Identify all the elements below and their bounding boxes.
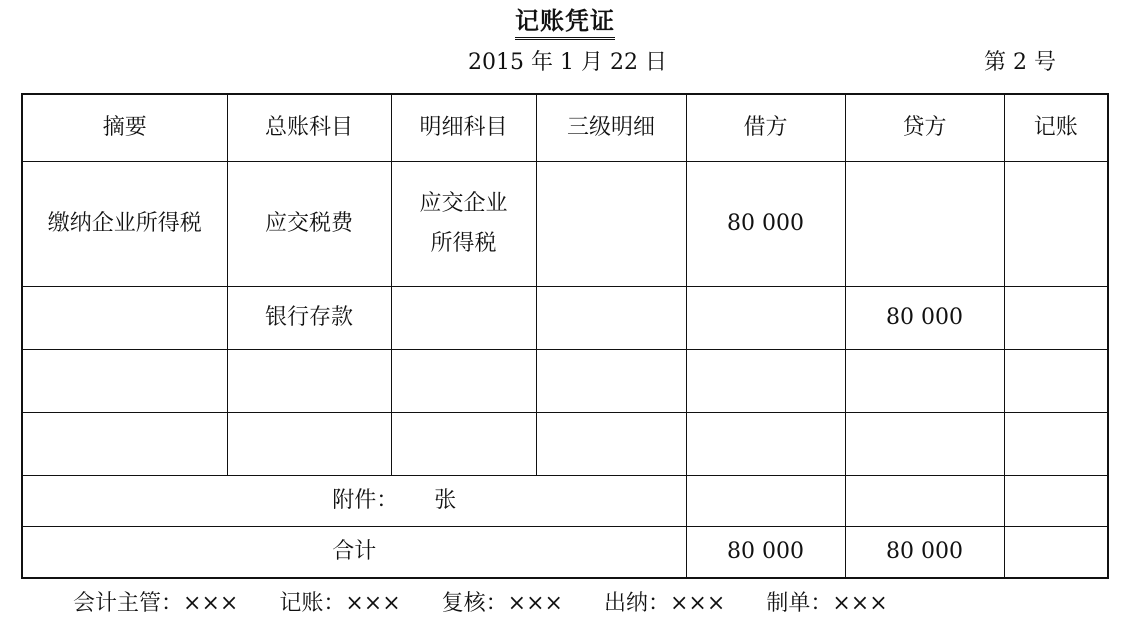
attachments-unit: 张 (434, 488, 457, 513)
cell-ledger (227, 413, 391, 476)
total-credit: 80 000 (845, 527, 1004, 579)
signature-name: ××× (183, 591, 239, 616)
cell-third (536, 350, 686, 413)
signature-role: 出纳： (603, 591, 670, 616)
voucher-number: 第 2 号 (984, 50, 1056, 75)
table-row (22, 413, 1108, 476)
cell-ledger: 银行存款 (227, 287, 391, 350)
signature-role: 记账： (279, 591, 346, 616)
cell-summary (22, 287, 227, 350)
signature-name: ××× (670, 591, 726, 616)
voucher-date: 2015 年 1 月 22 日 (468, 50, 667, 75)
column-header-third: 三级明细 (536, 94, 686, 162)
cell-debit (686, 413, 845, 476)
cell-detail (391, 287, 536, 350)
cell-third (536, 162, 686, 287)
table-row (22, 162, 1108, 287)
column-header-summary: 摘要 (22, 94, 227, 162)
attachments-row (22, 476, 1108, 527)
table-row (22, 287, 1108, 350)
cell-ledger: 应交税费 (227, 162, 391, 287)
cell-posted (1004, 413, 1108, 476)
attachments-cell (22, 476, 686, 527)
cell-debit: 80 000 (686, 162, 845, 287)
total-row (22, 527, 1108, 579)
attachments-posted-cell (1004, 476, 1108, 527)
cell-debit (686, 350, 845, 413)
attachments-debit-cell (686, 476, 845, 527)
cell-third (536, 287, 686, 350)
cell-debit (686, 287, 845, 350)
cell-credit: 80 000 (845, 287, 1004, 350)
cell-summary: 缴纳企业所得税 (22, 162, 227, 287)
signature-role: 会计主管： (73, 591, 184, 616)
voucher-title (0, 6, 1125, 40)
cell-ledger (227, 350, 391, 413)
cell-detail (391, 162, 536, 287)
cell-detail (391, 413, 536, 476)
cell-summary (22, 350, 227, 413)
attachments-text (252, 481, 456, 521)
cell-credit (845, 350, 1004, 413)
signature-supervisor (73, 589, 238, 619)
column-header-detail: 明细科目 (391, 94, 536, 162)
column-header-posted: 记账 (1004, 94, 1108, 162)
signature-preparer (766, 589, 887, 619)
voucher-table (21, 93, 1109, 579)
total-posted-cell (1004, 527, 1108, 579)
total-debit: 80 000 (686, 527, 845, 579)
header-row (22, 94, 1108, 162)
cell-credit (845, 413, 1004, 476)
cell-detail-line: 所得税 (430, 231, 497, 256)
signature-name: ××× (345, 591, 401, 616)
cell-posted (1004, 162, 1108, 287)
cell-summary (22, 413, 227, 476)
signature-line (73, 589, 922, 619)
attachments-label: 附件： (332, 488, 399, 513)
voucher-title-text: 记账凭证 (515, 7, 615, 40)
column-header-debit: 借方 (686, 94, 845, 162)
signature-reviewer (442, 589, 563, 619)
cell-posted (1004, 350, 1108, 413)
attachments-credit-cell (845, 476, 1004, 527)
signature-role: 复核： (441, 591, 508, 616)
cell-detail (391, 350, 536, 413)
cell-third (536, 413, 686, 476)
cell-credit (845, 162, 1004, 287)
signature-name: ××× (507, 591, 563, 616)
signature-cashier (604, 589, 725, 619)
table-row (22, 350, 1108, 413)
signature-bookkeeper (279, 589, 400, 619)
signature-name: ××× (832, 591, 888, 616)
cell-posted (1004, 287, 1108, 350)
column-header-credit: 贷方 (845, 94, 1004, 162)
total-label: 合计 (22, 527, 686, 579)
cell-detail-line: 应交企业 (419, 191, 508, 216)
signature-role: 制单： (766, 591, 833, 616)
column-header-ledger: 总账科目 (227, 94, 391, 162)
